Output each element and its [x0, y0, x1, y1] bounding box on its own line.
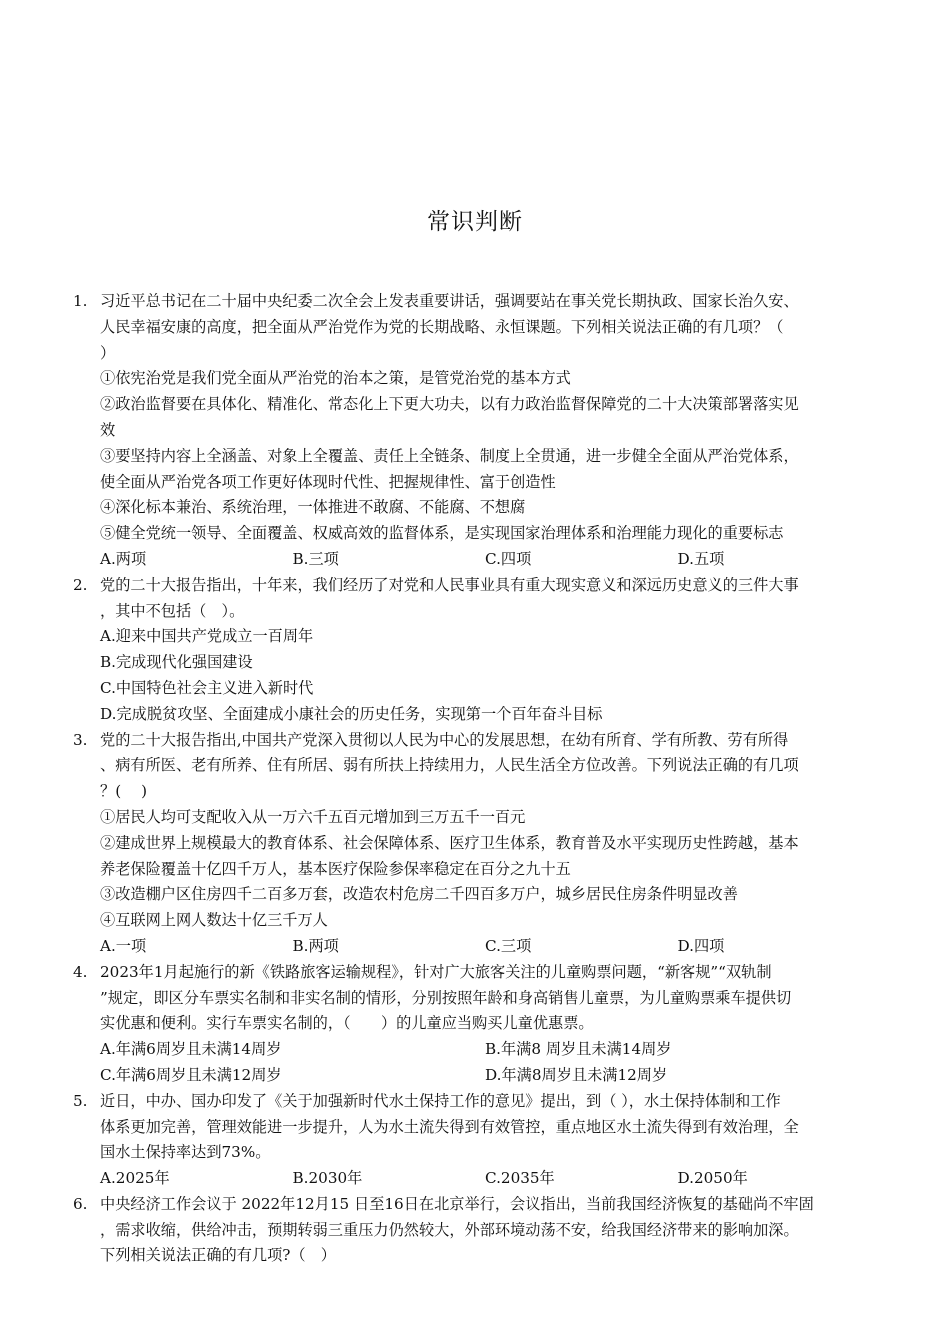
statement-item: ①居民人均可支配收入从一万六千五百元增加到三万五千一百元	[100, 807, 526, 826]
statement-item: ⑤健全党统一领导、全面覆盖、权威高效的监督体系，是实现国家治理体系和治理能力现化的重要标志	[100, 524, 784, 543]
question-4	[73, 960, 870, 1089]
option-d[interactable]: D.四项	[677, 936, 725, 955]
statement-item: ④深化标本兼治、系统治理，一体推进不敢腐、不能腐、不想腐	[100, 498, 526, 517]
statement-item: 使全面从严治党各项工作更好体现时代性、把握规律性、富于创造性	[100, 472, 556, 491]
option-d[interactable]: D.完成脱贫攻坚、全面建成小康社会的历史任务，实现第一个百年奋斗目标	[100, 704, 603, 723]
option-d[interactable]: D.2050年	[677, 1169, 748, 1188]
option-a[interactable]: A.两项	[100, 549, 147, 568]
option-a[interactable]: A.一项	[100, 936, 147, 955]
question-text-line: 实优惠和便利。实行车票实名制的，（ ）的儿童应当购买儿童优惠票。	[100, 1014, 594, 1033]
question-text-line: 党的二十大报告指出，十年来，我们经历了对党和人民事业具有重大现实意义和深远历史意义的三件大事	[100, 575, 799, 594]
question-number: 2.	[73, 575, 88, 594]
question-number: 3.	[73, 730, 88, 749]
option-c[interactable]: C.2035年	[485, 1169, 555, 1188]
answer-options	[100, 1037, 870, 1063]
question-text-line: 体系更加完善，管理效能进一步提升，人为水土流失得到有效管控，重点地区水土流失得到有效治理，全	[100, 1117, 799, 1136]
question-text-line: 下列相关说法正确的有几项?（ ）	[100, 1246, 336, 1265]
option-b[interactable]: B.两项	[292, 936, 339, 955]
option-c[interactable]: C.年满6周岁且未满12周岁	[100, 1065, 282, 1084]
answer-options	[100, 547, 870, 573]
answer-options	[100, 1063, 870, 1089]
question-text-line: 近日，中办、国办印发了《关于加强新时代水土保持工作的意见》提出，到（ ），水土保持体制和工作	[100, 1091, 781, 1110]
answer-options	[100, 1166, 870, 1192]
question-text-line: ”规定，即区分车票实名制和非实名制的情形，分别按照年龄和身高销售儿童票，为儿童购票乘车提供切	[100, 988, 792, 1007]
question-2	[73, 573, 870, 728]
question-text-line: 国水土保持率达到73%。	[100, 1143, 271, 1162]
statement-item: 养老保险覆盖十亿四千万人，基本医疗保险参保率稳定在百分之九十五	[100, 859, 571, 878]
option-c[interactable]: C.中国特色社会主义进入新时代	[100, 678, 314, 697]
question-number: 1.	[73, 292, 88, 310]
option-c[interactable]: C.三项	[485, 936, 532, 955]
question-text-line: 2023年1月起施行的新《铁路旅客运输规程》，针对广大旅客关注的儿童购票问题，“新客规”“双轨制	[100, 962, 772, 981]
question-text-line: 党的二十大报告指出,中国共产党深入贯彻以人民为中心的发展思想，在幼有所育、学有所教、劳有所得	[100, 730, 789, 749]
option-b[interactable]: B.2030年	[292, 1169, 363, 1188]
statement-item: ②政治监督要在具体化、精准化、常态化上下更大功夫，以有力政治监督保障党的二十大决策部署落实见	[100, 395, 799, 414]
option-d[interactable]: D.年满8周岁且未满12周岁	[485, 1065, 668, 1084]
page-title: 常识判断	[427, 209, 523, 235]
option-b[interactable]: B.三项	[292, 549, 339, 568]
question-text-line: 、病有所医、老有所养、住有所居、弱有所扶上持续用力，人民生活全方位改善。下列说法正确的有几项	[100, 756, 799, 775]
option-c[interactable]: C.四项	[485, 549, 532, 568]
statement-item: ③要坚持内容上全涵盖、对象上全覆盖、责任上全链条、制度上全贯通，进一步健全全面从严治党体系，	[100, 446, 799, 465]
option-a[interactable]: A.2025年	[100, 1169, 170, 1188]
option-b[interactable]: B.完成现代化强国建设	[100, 653, 253, 672]
question-6	[73, 1192, 870, 1269]
question-text-line: 习近平总书记在二十届中央纪委二次全会上发表重要讲话，强调要站在事关党长期执政、国家长治久安、	[100, 292, 799, 310]
statement-item: ④互联网上网人数达十亿三千万人	[100, 911, 328, 930]
question-text-line: 中央经济工作会议于 2022年12月15 日至16日在北京举行，会议指出，当前我国经济恢复的基础尚不牢固	[100, 1194, 814, 1213]
answer-options	[100, 934, 870, 960]
question-text-line: 人民幸福安康的高度，把全面从严治党作为党的长期战略、永恒课题。下列相关说法正确的有几项？（	[100, 317, 784, 336]
question-number: 5.	[73, 1091, 88, 1110]
question-number: 6.	[73, 1194, 88, 1213]
statement-item: 效	[100, 420, 116, 439]
option-a[interactable]: A.年满6周岁且未满14周岁	[100, 1040, 282, 1059]
question-5	[73, 1089, 870, 1192]
question-text-line: ）	[100, 343, 116, 362]
statement-item: ③改造棚户区住房四千二百多万套，改造农村危房二千四百多万户，城乡居民住房条件明显改善	[100, 885, 738, 904]
question-list	[0, 289, 950, 1269]
question-text-line: ？( )	[100, 782, 148, 801]
question-text-line: ，需求收缩，供给冲击，预期转弱三重压力仍然较大，外部环境动荡不安，给我国经济带来的影响加深。	[100, 1220, 799, 1239]
statement-item: ②建成世界上规模最大的教育体系、社会保障体系、医疗卫生体系，教育普及水平实现历史性跨越，基本	[100, 833, 799, 852]
question-number: 4.	[73, 962, 88, 981]
option-a[interactable]: A.迎来中国共产党成立一百周年	[100, 627, 314, 646]
option-b[interactable]: B.年满8 周岁且未满14周岁	[485, 1040, 672, 1059]
question-1	[73, 289, 870, 573]
statement-item: ①依宪治党是我们党全面从严治党的治本之策，是管党治党的基本方式	[100, 369, 571, 388]
option-d[interactable]: D.五项	[677, 549, 725, 568]
question-text-line: ，其中不包括（ ）。	[100, 601, 245, 620]
question-3	[73, 728, 870, 960]
